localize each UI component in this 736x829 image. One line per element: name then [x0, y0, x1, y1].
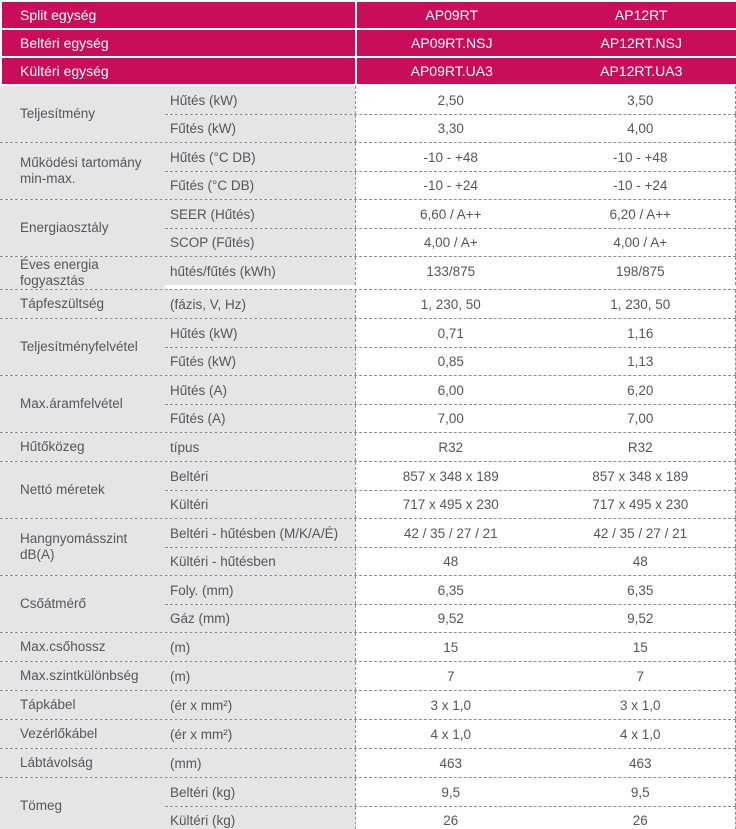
value-ap12rt: 1,13	[627, 354, 654, 370]
row-sublabel: (fázis, V, Hz)	[165, 290, 355, 318]
group-label: Teljesítményfelvétel	[0, 319, 165, 375]
value-ap12rt: 7	[636, 668, 644, 684]
row-sublabel: Fűtés (°C DB)	[165, 172, 355, 199]
row-sublabel: SCOP (Fűtés)	[165, 229, 355, 256]
header-row-split-unit	[2, 2, 736, 28]
value-ap12rt: 1,16	[627, 325, 654, 341]
value-ap12rt: 6,35	[627, 582, 654, 598]
spec-row	[165, 433, 736, 461]
row-sublabel: Hűtés (kW)	[165, 319, 355, 347]
value-ap09rt: 0,71	[437, 325, 464, 341]
spec-row	[165, 171, 736, 199]
group-label: Hangnyomásszint dB(A)	[0, 519, 165, 575]
spec-row	[165, 376, 736, 404]
spec-group-labtavolsag	[0, 748, 736, 777]
row-sublabel: Kültéri (kg)	[165, 807, 355, 829]
spec-row	[165, 228, 736, 256]
spec-group-hangnyomasszint	[0, 518, 736, 575]
model-name-col2: AP12RT.NSJ	[600, 35, 682, 51]
value-ap09rt: -10 - +24	[423, 178, 478, 193]
group-label: Tápkábel	[0, 691, 165, 719]
group-label: Nettó méretek	[0, 462, 165, 518]
spec-row	[165, 257, 736, 285]
value-ap12rt: -10 - +24	[613, 178, 668, 193]
spec-row	[165, 462, 736, 490]
spec-group-teljesitmenyfelvetel	[0, 318, 736, 375]
group-label: Éves energia fogyasztás	[0, 257, 165, 289]
value-ap09rt: 4,00 / A+	[423, 235, 478, 250]
value-ap12rt: 857 x 348 x 189	[592, 468, 689, 484]
spec-row	[165, 662, 736, 690]
row-sublabel: (mm)	[165, 749, 355, 777]
spec-row	[165, 490, 736, 518]
value-ap09rt: -10 - +48	[423, 149, 478, 165]
group-label: Tápfeszültség	[0, 290, 165, 318]
spec-row	[165, 114, 736, 142]
value-ap12rt: 4 x 1,0	[619, 726, 661, 742]
spec-row	[165, 806, 736, 829]
spec-row	[165, 86, 736, 114]
group-label: Max.csőhossz	[0, 633, 165, 661]
spec-group-hutokozeg	[0, 432, 736, 461]
row-sublabel: Hűtés (kW)	[165, 86, 355, 114]
spec-group-eves-energia	[0, 256, 736, 289]
row-sublabel: (ér x mm²)	[165, 720, 355, 748]
value-ap12rt: 717 x 495 x 230	[592, 497, 689, 513]
value-ap12rt: 3,50	[627, 92, 654, 108]
spec-row	[165, 319, 736, 347]
spec-group-tapfeszultseg	[0, 289, 736, 318]
value-ap09rt: 7,00	[437, 411, 464, 427]
row-sublabel: Fűtés (kW)	[165, 348, 355, 375]
value-ap09rt: 1, 230, 50	[420, 296, 481, 312]
spec-group-energiaosztaly	[0, 199, 736, 256]
header-models	[357, 58, 736, 84]
model-name-col2: AP12RT.UA3	[600, 63, 683, 79]
header-label: Split egység	[2, 2, 355, 28]
group-label: Tömeg	[0, 778, 165, 829]
spec-group-tapkabel	[0, 690, 736, 719]
value-ap12rt: 7,00	[627, 411, 654, 427]
spec-group-vezerlokabel	[0, 719, 736, 748]
spec-row	[165, 604, 736, 632]
value-ap09rt: 857 x 348 x 189	[402, 468, 499, 484]
model-name-col2: AP12RT	[614, 7, 668, 23]
group-label: Működési tartomány min-max.	[0, 143, 165, 199]
value-ap09rt: 26	[443, 813, 459, 829]
model-name-col1: AP09RT.NSJ	[411, 35, 493, 51]
spec-group-netto-meretek	[0, 461, 736, 518]
value-ap09rt: 6,60 / A++	[419, 206, 482, 222]
row-sublabel: típus	[165, 433, 355, 461]
value-ap12rt: 1, 230, 50	[610, 296, 671, 312]
header-models	[357, 2, 736, 28]
row-sublabel: (ér x mm²)	[165, 691, 355, 719]
header-row-outdoor-unit	[2, 58, 736, 84]
value-ap09rt: 9,5	[441, 784, 461, 800]
table-body	[0, 86, 736, 829]
row-sublabel: (m)	[165, 662, 355, 690]
row-sublabel: Kültéri	[165, 491, 355, 518]
value-ap09rt: 463	[439, 755, 463, 771]
spec-group-max-aramfelvetel	[0, 375, 736, 432]
row-sublabel: Beltéri - hűtésben (M/K/A/É)	[165, 519, 355, 547]
value-ap12rt: 4,00	[627, 121, 654, 136]
header-label: Beltéri egység	[2, 30, 355, 56]
row-sublabel: Hűtés (°C DB)	[165, 143, 355, 171]
value-ap09rt: 6,00	[437, 382, 464, 398]
group-label: Vezérlőkábel	[0, 720, 165, 748]
row-sublabel: Kültéri - hűtésben	[165, 548, 355, 575]
value-ap12rt: R32	[627, 439, 653, 455]
value-ap12rt: 42 / 35 / 27 / 21	[593, 525, 688, 541]
value-ap09rt: 6,35	[437, 582, 464, 598]
value-ap09rt: 4 x 1,0	[430, 726, 472, 742]
spec-group-teljesitmeny	[0, 86, 736, 142]
model-name-col1: AP09RT	[425, 7, 479, 23]
group-label: Lábtávolság	[0, 749, 165, 777]
header-models	[357, 30, 736, 56]
value-ap09rt: R32	[438, 439, 464, 455]
header-row-indoor-unit	[2, 30, 736, 56]
value-ap09rt: 7	[446, 668, 455, 684]
spec-group-mukodesi-tartomany	[0, 142, 736, 199]
spec-row	[165, 200, 736, 228]
value-ap12rt: 463	[628, 755, 652, 771]
group-label: Hűtőközeg	[0, 433, 165, 461]
header-label: Kültéri egység	[2, 58, 355, 84]
value-ap09rt: 42 / 35 / 27 / 21	[403, 525, 498, 541]
value-ap12rt: 6,20	[627, 382, 654, 398]
spec-row	[165, 720, 736, 748]
value-ap12rt: 3 x 1,0	[619, 697, 661, 713]
spec-row	[165, 519, 736, 547]
value-ap09rt: 133/875	[426, 263, 476, 279]
spec-row	[165, 404, 736, 432]
spec-row	[165, 143, 736, 171]
row-sublabel: (m)	[165, 633, 355, 661]
spec-row	[165, 691, 736, 719]
value-ap12rt: 4,00 / A+	[613, 235, 668, 250]
value-ap09rt: 3 x 1,0	[430, 697, 472, 713]
group-label: Csőátmérő	[0, 576, 165, 632]
value-ap12rt: 6,20 / A++	[609, 206, 672, 222]
row-sublabel: Beltéri	[165, 462, 355, 490]
model-name-col1: AP09RT.UA3	[410, 63, 493, 79]
spec-group-max-csohossz	[0, 632, 736, 661]
row-sublabel: Beltéri (kg)	[165, 778, 355, 806]
spec-row	[165, 290, 736, 318]
group-label: Max.áramfelvétel	[0, 376, 165, 432]
row-sublabel: Foly. (mm)	[165, 576, 355, 604]
row-sublabel: Fűtés (kW)	[165, 115, 355, 142]
value-ap09rt: 717 x 495 x 230	[402, 497, 499, 513]
group-label: Energiaosztály	[0, 200, 165, 256]
value-ap09rt: 2,50	[437, 92, 464, 108]
row-sublabel: Fűtés (A)	[165, 405, 355, 432]
value-ap12rt: 9,5	[630, 784, 650, 800]
value-ap09rt: 3,30	[437, 121, 464, 136]
spec-row	[165, 749, 736, 777]
spec-row	[165, 633, 736, 661]
spec-row	[165, 576, 736, 604]
value-ap09rt: 9,52	[437, 611, 464, 627]
row-sublabel: Gáz (mm)	[165, 605, 355, 632]
spec-group-tomeg	[0, 777, 736, 829]
table-header	[0, 0, 736, 84]
spec-row	[165, 547, 736, 575]
group-label: Max.szintkülönbség	[0, 662, 165, 690]
group-label: Teljesítmény	[0, 86, 165, 142]
row-sublabel: hűtés/fűtés (kWh)	[165, 257, 355, 285]
spec-group-csoatmero	[0, 575, 736, 632]
value-ap12rt: 198/875	[615, 263, 665, 279]
value-ap12rt: 15	[632, 639, 648, 655]
value-ap09rt: 15	[443, 639, 459, 655]
spec-group-max-szintkulonbseg	[0, 661, 736, 690]
value-ap12rt: 26	[632, 813, 648, 829]
value-ap12rt: 48	[632, 554, 648, 570]
spec-row	[165, 778, 736, 806]
value-ap12rt: 9,52	[627, 611, 654, 627]
row-sublabel: Hűtés (A)	[165, 376, 355, 404]
row-sublabel: SEER (Hűtés)	[165, 200, 355, 228]
value-ap09rt: 48	[443, 554, 459, 570]
value-ap09rt: 0,85	[437, 354, 464, 370]
value-ap12rt: -10 - +48	[613, 149, 668, 165]
spec-row	[165, 347, 736, 375]
